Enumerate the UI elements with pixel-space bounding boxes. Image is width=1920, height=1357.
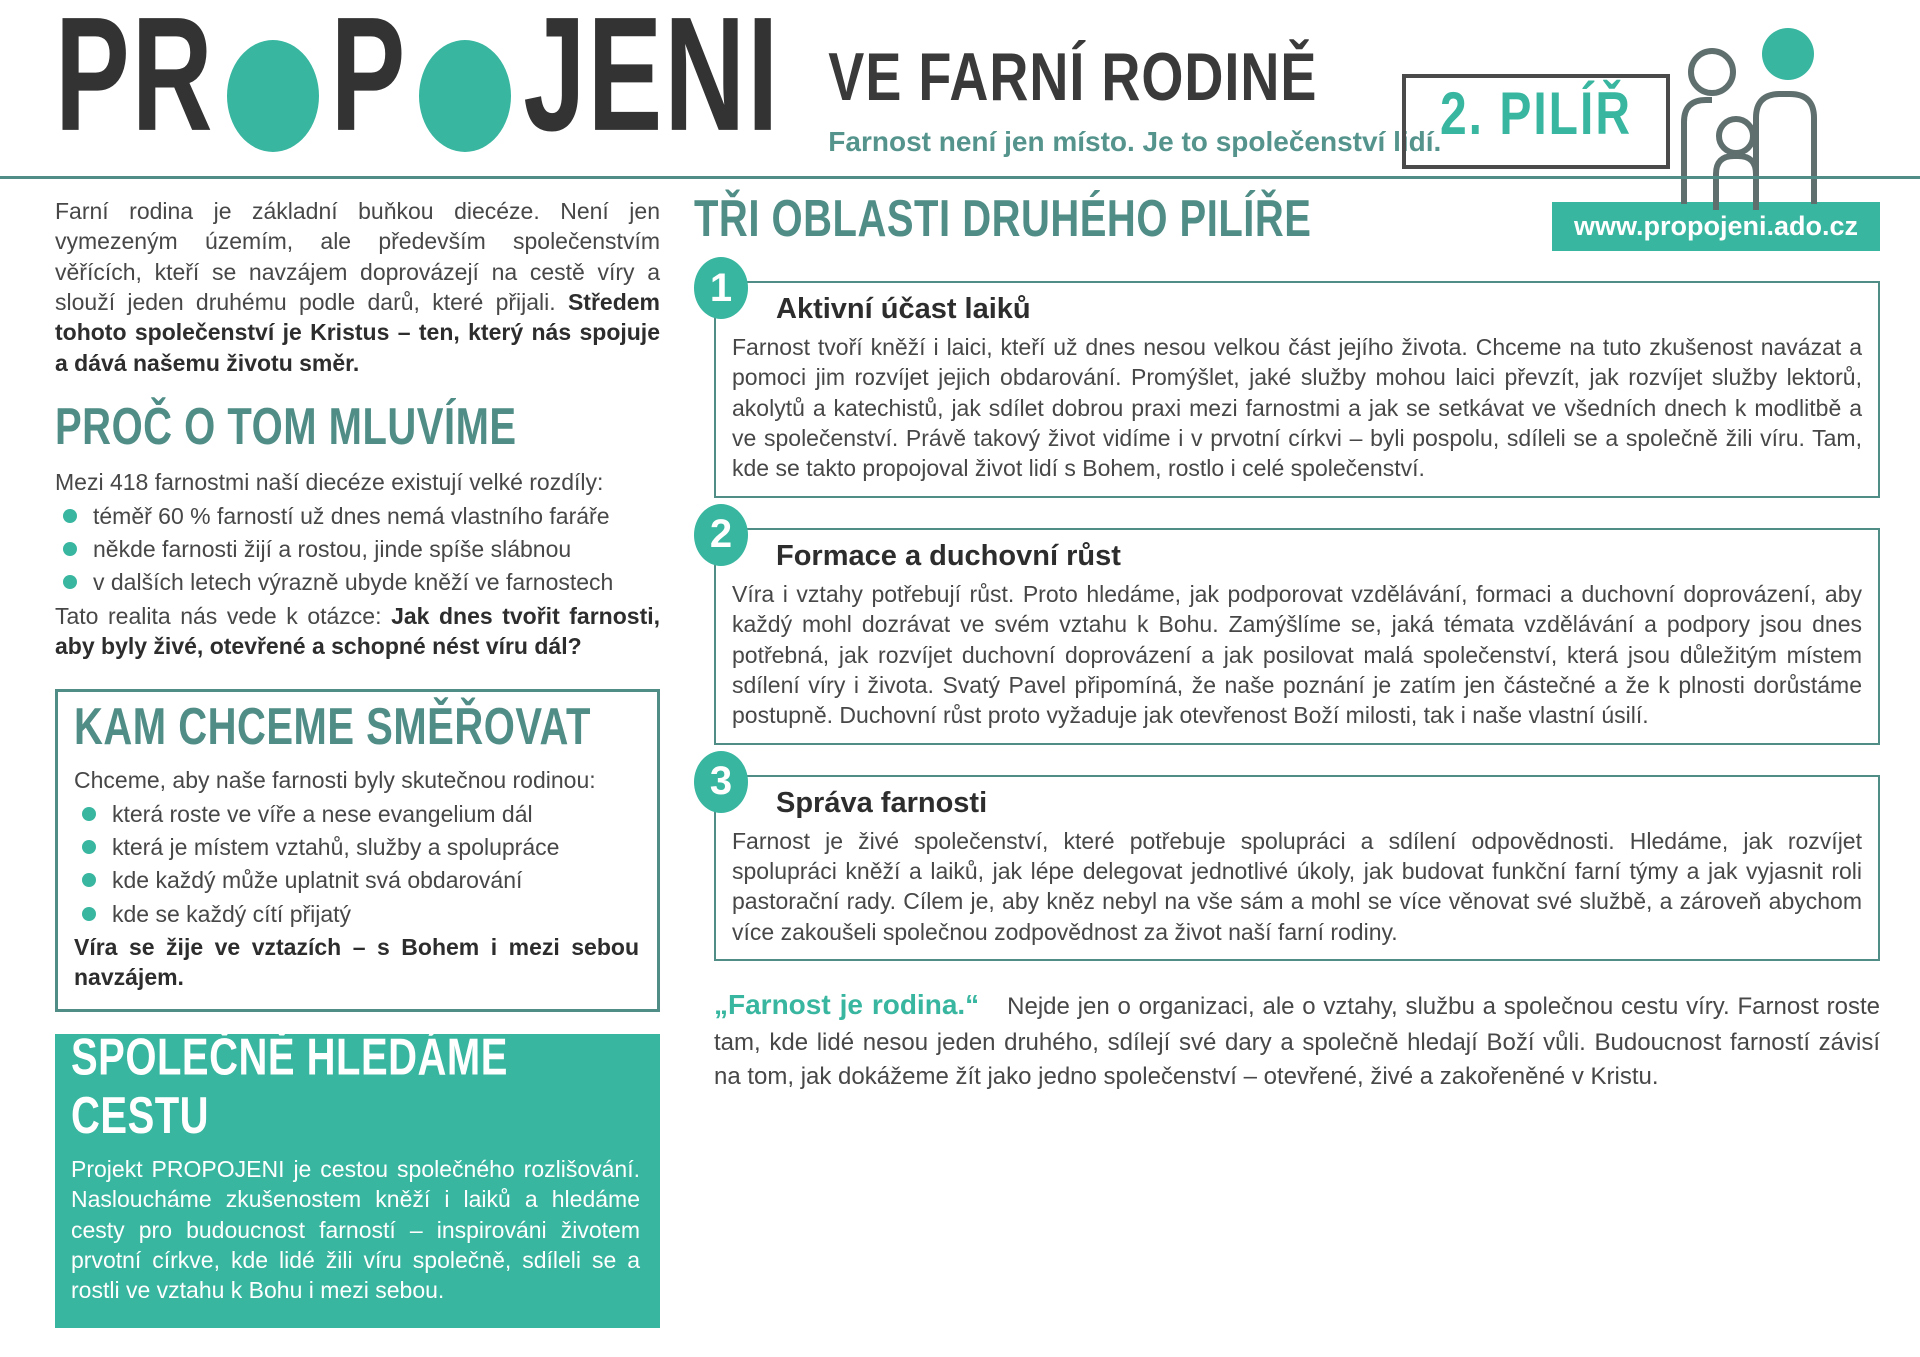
pillar-section-2 xyxy=(709,512,1880,745)
bullet-dot-icon xyxy=(63,542,77,556)
bullet-dot-icon xyxy=(82,873,96,887)
bullet-item xyxy=(74,832,639,862)
left-column xyxy=(55,196,660,1328)
bullet-item xyxy=(55,567,660,597)
right-column xyxy=(694,190,1880,1328)
together-heading: SPOLEČNĚ HLEDÁME CESTU xyxy=(71,1028,508,1145)
together-body: Projekt PROPOJENI je cestou společného rozlišování. Nasloucháme zkušenostem kněží i laiků a hledáme cesty pro budoucnost farností – inspirováni životem prvotní církve, kde lidé žili víru společně, sdíleli se a rostli ve vztahu k Bohu i mezi sebou. xyxy=(71,1155,640,1304)
bullet-item xyxy=(74,865,639,895)
intro-text: Farní rodina je základní buňkou diecéze. Není jen vymezeným územím, ale především společenstvím věřících, kteří se navzájem doprovázejí na cestě víry a slouží jeden druhému podle darů, které přijali. xyxy=(55,198,660,316)
pillar-section-3 xyxy=(709,759,1880,961)
bullet-text: kde se každý cítí přijatý xyxy=(112,900,352,927)
header-title-block xyxy=(828,39,1442,158)
direction-heading: KAM CHCEME SMĚŘOVAT xyxy=(74,698,591,757)
why-outro-bold: Jak dnes tvořit farnosti, aby byly živé, otevřené a schopné nést víru dál? xyxy=(55,602,661,659)
bullet-text: která je místem vztahů, služby a spolupráce xyxy=(112,834,560,861)
family-icon xyxy=(1670,26,1820,216)
bullet-item xyxy=(74,799,639,829)
bullet-item xyxy=(55,534,660,564)
section-number-badge: 3 xyxy=(694,751,748,813)
pillar-section-1 xyxy=(709,265,1880,498)
logo-text-pr: PR xyxy=(55,0,215,165)
section-title: Formace a duchovní růst xyxy=(776,539,1121,572)
why-outro-text: Tato realita nás vede k otázce: xyxy=(55,602,382,629)
bullet-text: kde každý může uplatnit svá obdarování xyxy=(112,867,523,894)
logo-text-p: P xyxy=(330,0,408,165)
header xyxy=(0,0,1920,176)
closing-text: Nejde jen o organizaci, ale o vztahy, službu a společnou cestu víry. Farnost roste tam, kde lidé nesou jeden druhého, sdílejí své dary a společně hledají Boží vůli. Budoucnost farností závisí na tom, jak dokážeme žít jako jedno společenství – otevřené, živé a zakořeněné v Kristu. xyxy=(714,993,1880,1091)
intro-paragraph xyxy=(55,196,660,378)
section-number-badge: 2 xyxy=(694,504,748,566)
closing-lead: „Farnost je rodina.“ xyxy=(714,989,980,1021)
bullet-dot-icon xyxy=(63,575,77,589)
bullet-dot-icon xyxy=(82,807,96,821)
section-body: Víra i vztahy potřebují růst. Proto hledáme, jak podporovat vzdělávání, formaci a duchovní doprovázení, aby každý mohl dozrávat ve svém vztahu k Bohu. Zamýšlíme se, jaká témata vzdělávání a podpory jsou dnes potřebná, jak rozvíjet duchovní doprovázení a jak posilovat malá společenství, která jsou důležitým místem sdílení víry i života. Svatý Pavel připomíná, že naše poznání je zatím jen částečné a že k plnosti dorůstáme postupně. Duchovní růst proto vyžaduje jak otevřenost Boží milosti, tak i naše vlastní úsilí. xyxy=(732,580,1862,729)
bullet-dot-icon xyxy=(82,907,96,921)
propojeni-logo xyxy=(55,0,781,165)
logo-dot-icon xyxy=(419,40,511,152)
bullet-item xyxy=(74,899,639,929)
section-title: Aktivní účast laiků xyxy=(776,293,1031,325)
pillar-badge-block xyxy=(1402,74,1670,169)
intro-text-bold: Středem tohoto společenství je Kristus – ten, který nás spojuje a dává našemu životu směr. xyxy=(55,289,660,376)
direction-intro: Chceme, aby naše farnosti byly skutečnou rodinou: xyxy=(74,767,596,794)
section-body: Farnost tvoří kněží i laici, kteří už dnes nesou velkou část jejího života. Chceme na tuto zkušenost navázat a pomoci jim rozvíjet jejich obdarování. Promýšlet, jaké služby mohou laici převzít, jak rozvíjet služby lektorů, akolytů a katechistů, jak sdílet dobrou praxi mezi farnostmi a jak se setkávat ve všedních dnech k modlitbě a ve společenství. Právě takový život vidíme i v prvotní církvi – byli pospolu, sdíleli se a společně žili víru. Tam, kde se takto propojoval život lidí s Bohem, rostlo i celé společenství. xyxy=(732,334,1862,482)
pillar-badge-label: 2. PILÍŘ xyxy=(1439,81,1632,148)
logo-dot-icon xyxy=(227,40,319,152)
content xyxy=(0,176,1920,1328)
bullet-text: někde farnosti žijí a rostou, jinde spíše slábnou xyxy=(93,535,572,562)
why-section-heading: PROČ O TOM MLUVÍME xyxy=(55,398,517,456)
bullet-text: která roste ve víře a nese evangelium dál xyxy=(112,800,533,827)
website-badge[interactable]: www.propojeni.ado.cz xyxy=(1552,202,1880,251)
pillar-badge xyxy=(1402,74,1670,169)
section-body: Farnost je živé společenství, které potřebuje spolupráci a sdílení odpovědnosti. Hledáme, jak rozvíjet spolupráci kněží a laiků, jak lépe delegovat jednotlivé úkoly, jak budovat funkční farní týmy a jak vyjasnit roli pastorační rady. Cílem je, aby kněz nebyl na vše sám a mohl se více věnovat své službě, a zároveň abychom více zakoušeli společnou zodpovědnost za život naší farní rodiny. xyxy=(732,827,1862,945)
bullet-text: téměř 60 % farností už dnes nemá vlastního faráře xyxy=(93,502,610,529)
header-divider xyxy=(0,176,1920,179)
direction-box xyxy=(55,689,660,1012)
page-title: VE FARNÍ RODINĚ xyxy=(828,39,1318,115)
why-intro: Mezi 418 farnostmi naší diecéze existují velké rozdíly: xyxy=(55,469,604,496)
direction-outro xyxy=(74,932,639,993)
direction-outro-bold: Víra se žije ve vztazích – s Bohem i mezi sebou navzájem. xyxy=(74,934,639,991)
page-subtitle: Farnost není jen místo. Je to společenství lidí. xyxy=(828,126,1442,157)
direction-bullet-list xyxy=(74,799,639,929)
closing-paragraph xyxy=(694,985,1880,1095)
section-title: Správa farnosti xyxy=(776,786,988,819)
together-box xyxy=(55,1028,660,1328)
areas-heading: TŘI OBLASTI DRUHÉHO PILÍŘE xyxy=(694,190,1312,248)
logo-text-jeni: JENI xyxy=(523,0,781,165)
section-number-badge: 1 xyxy=(694,257,748,319)
why-outro xyxy=(55,601,660,662)
bullet-dot-icon xyxy=(63,509,77,523)
why-bullet-list xyxy=(55,501,660,598)
bullet-dot-icon xyxy=(82,840,96,854)
bullet-item xyxy=(55,501,660,531)
bullet-text: v dalších letech výrazně ubyde kněží ve farnostech xyxy=(93,569,614,596)
